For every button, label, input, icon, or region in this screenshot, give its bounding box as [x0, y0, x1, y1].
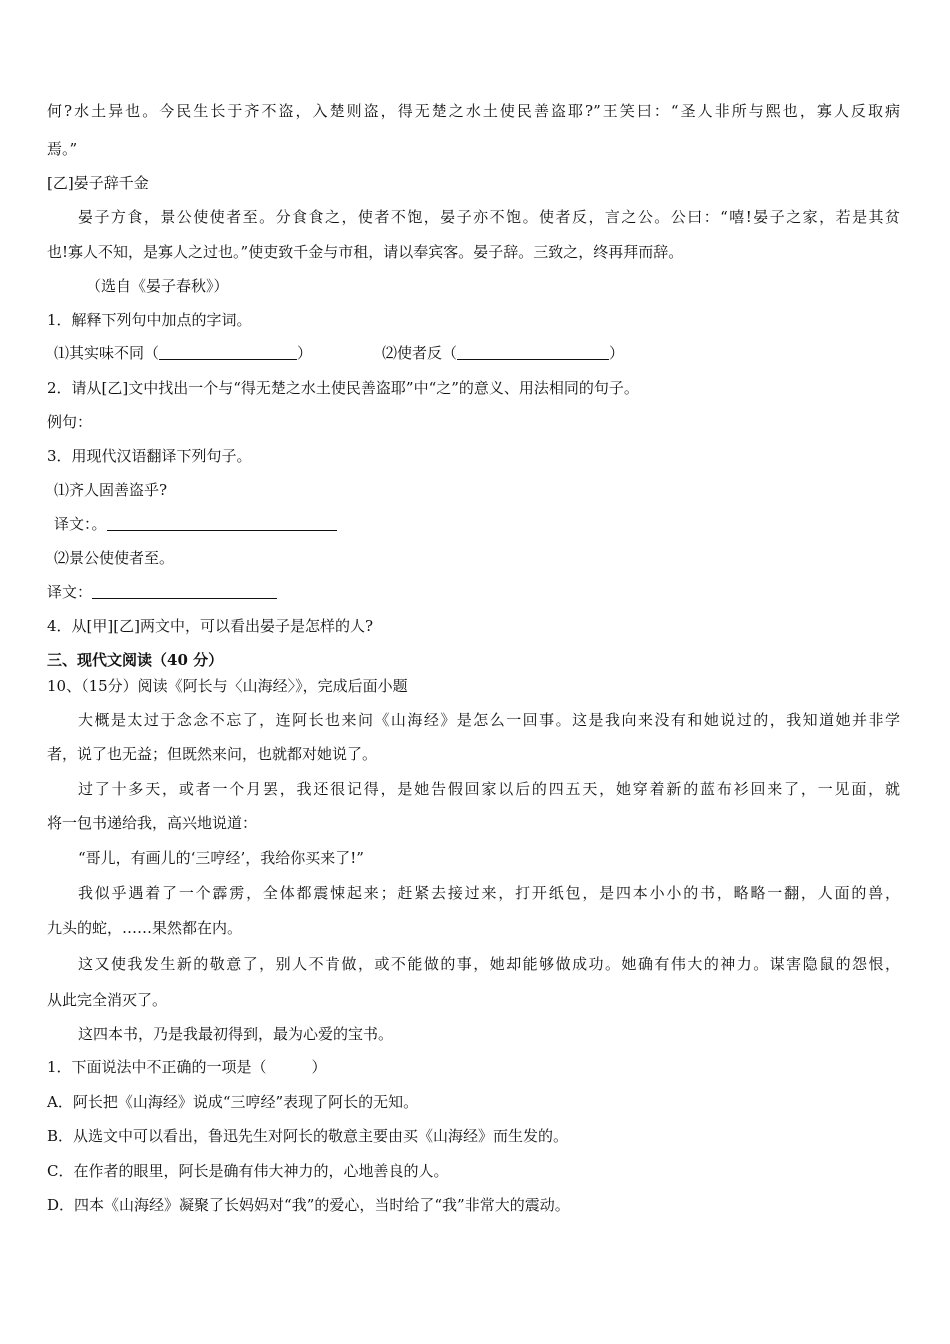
q3-item2-blank[interactable] [92, 584, 277, 599]
modern-p4-line-2: 九头的蛇，……果然都在内。 [47, 919, 243, 937]
section3-heading: 三、现代文阅读（40 分） [47, 651, 224, 669]
modern-p4-line-1: 我似乎遇着了一个霹雳，全体都震悚起来；赶紧去接过来，打开纸包，是四本小小的书，略略一翻，人面的兽， [78, 884, 900, 902]
passage-jia-line-2: 焉。” [47, 140, 78, 158]
mc-option-c: C．在作者的眼里，阿长是确有伟大神力的，心地善良的人。 [47, 1162, 449, 1180]
q3-item1-blank[interactable] [107, 516, 337, 531]
q1-item1-blank[interactable] [159, 345, 297, 360]
modern-p2-line-2: 将一包书递给我，高兴地说道： [47, 814, 258, 832]
q1-item1-suffix: ） [297, 344, 313, 362]
passage-yi-title: [乙]晏子辞千金 [47, 174, 149, 192]
mc-option-d: D．四本《山海经》凝聚了长妈妈对“我”的爱心，当时给了“我”非常大的震动。 [47, 1196, 570, 1214]
modern-p1-line-2: 者，说了也无益；但既然来问，也就都对她说了。 [47, 745, 378, 763]
mc-option-b: B．从选文中可以看出，鲁迅先生对阿长的敬意主要由买《山海经》而生发的。 [47, 1127, 569, 1145]
q2-answer-label: 例句： [47, 413, 93, 431]
modern-p6: 这四本书，乃是我最初得到，最为心爱的宝书。 [78, 1025, 394, 1043]
q4-stem: 4．从[甲][乙]两文中，可以看出晏子是怎样的人? [47, 617, 373, 635]
q10-intro: 10、（15分）阅读《阿长与〈山海经〉》，完成后面小题 [47, 677, 408, 695]
q3-item1-label: 译文：。 [54, 515, 107, 533]
q1-items [54, 343, 624, 363]
q3-item2: ⑵景公使使者至。 [54, 549, 175, 567]
mc-stem: 1．下面说法中不正确的一项是（ ） [47, 1058, 327, 1076]
modern-p5-line-2: 从此完全消灭了。 [47, 991, 168, 1009]
q1-item2-suffix: ） [609, 344, 625, 362]
mc-option-a: A．阿长把《山海经》说成“三哼经”表现了阿长的无知。 [47, 1093, 419, 1111]
q3-item1-answer [54, 514, 337, 534]
q3-item1: ⑴齐人固善盗乎? [54, 481, 168, 499]
q1-item1-prefix: ⑴其实味不同（ [54, 344, 160, 362]
passage-jia-line-1: 何?水土异也。今民生长于齐不盗，入楚则盗，得无楚之水土使民善盗耶?”王笑曰：“圣人非所与熙也，寡人反取病 [47, 102, 900, 120]
q1-item2-prefix: ⑵使者反（ [382, 344, 458, 362]
q3-stem: 3．用现代汉语翻译下列句子。 [47, 447, 252, 465]
q1-stem: 1．解释下列句中加点的字词。 [47, 311, 252, 329]
q2-stem: 2．请从[乙]文中找出一个与“得无楚之水土使民善盗耶”中“之”的意义、用法相同的句子。 [47, 379, 639, 397]
modern-p3: “哥儿，有画儿的‘三哼经’，我给你买来了!” [78, 849, 364, 867]
modern-p1-line-1: 大概是太过于念念不忘了，连阿长也来问《山海经》是怎么一回事。这是我向来没有和她说过的，我知道她并非学 [78, 711, 900, 729]
passage-yi-line-2: 也!寡人不知，是寡人之过也。”使吏致千金与市租，请以奉宾客。晏子辞。三致之，终再拜而辞。 [47, 243, 684, 261]
modern-p2-line-1: 过了十多天，或者一个月罢，我还很记得，是她告假回家以后的四五天，她穿着新的蓝布衫回来了，一见面，就 [78, 780, 900, 798]
q3-item2-answer [47, 582, 277, 602]
q3-item2-label: 译文： [47, 583, 93, 601]
passage-yi-line-1: 晏子方食，景公使使者至。分食食之，使者不饱，晏子亦不饱。使者反，言之公。公曰：“嘻!晏子之家，若是其贫 [78, 208, 900, 226]
modern-p5-line-1: 这又使我发生新的敬意了，别人不肯做，或不能做的事，她却能够做成功。她确有伟大的神力。谋害隐鼠的怨恨， [78, 955, 900, 973]
passage-yi-source: （选自《晏子春秋》） [86, 277, 229, 295]
q1-item2-blank[interactable] [457, 345, 609, 360]
